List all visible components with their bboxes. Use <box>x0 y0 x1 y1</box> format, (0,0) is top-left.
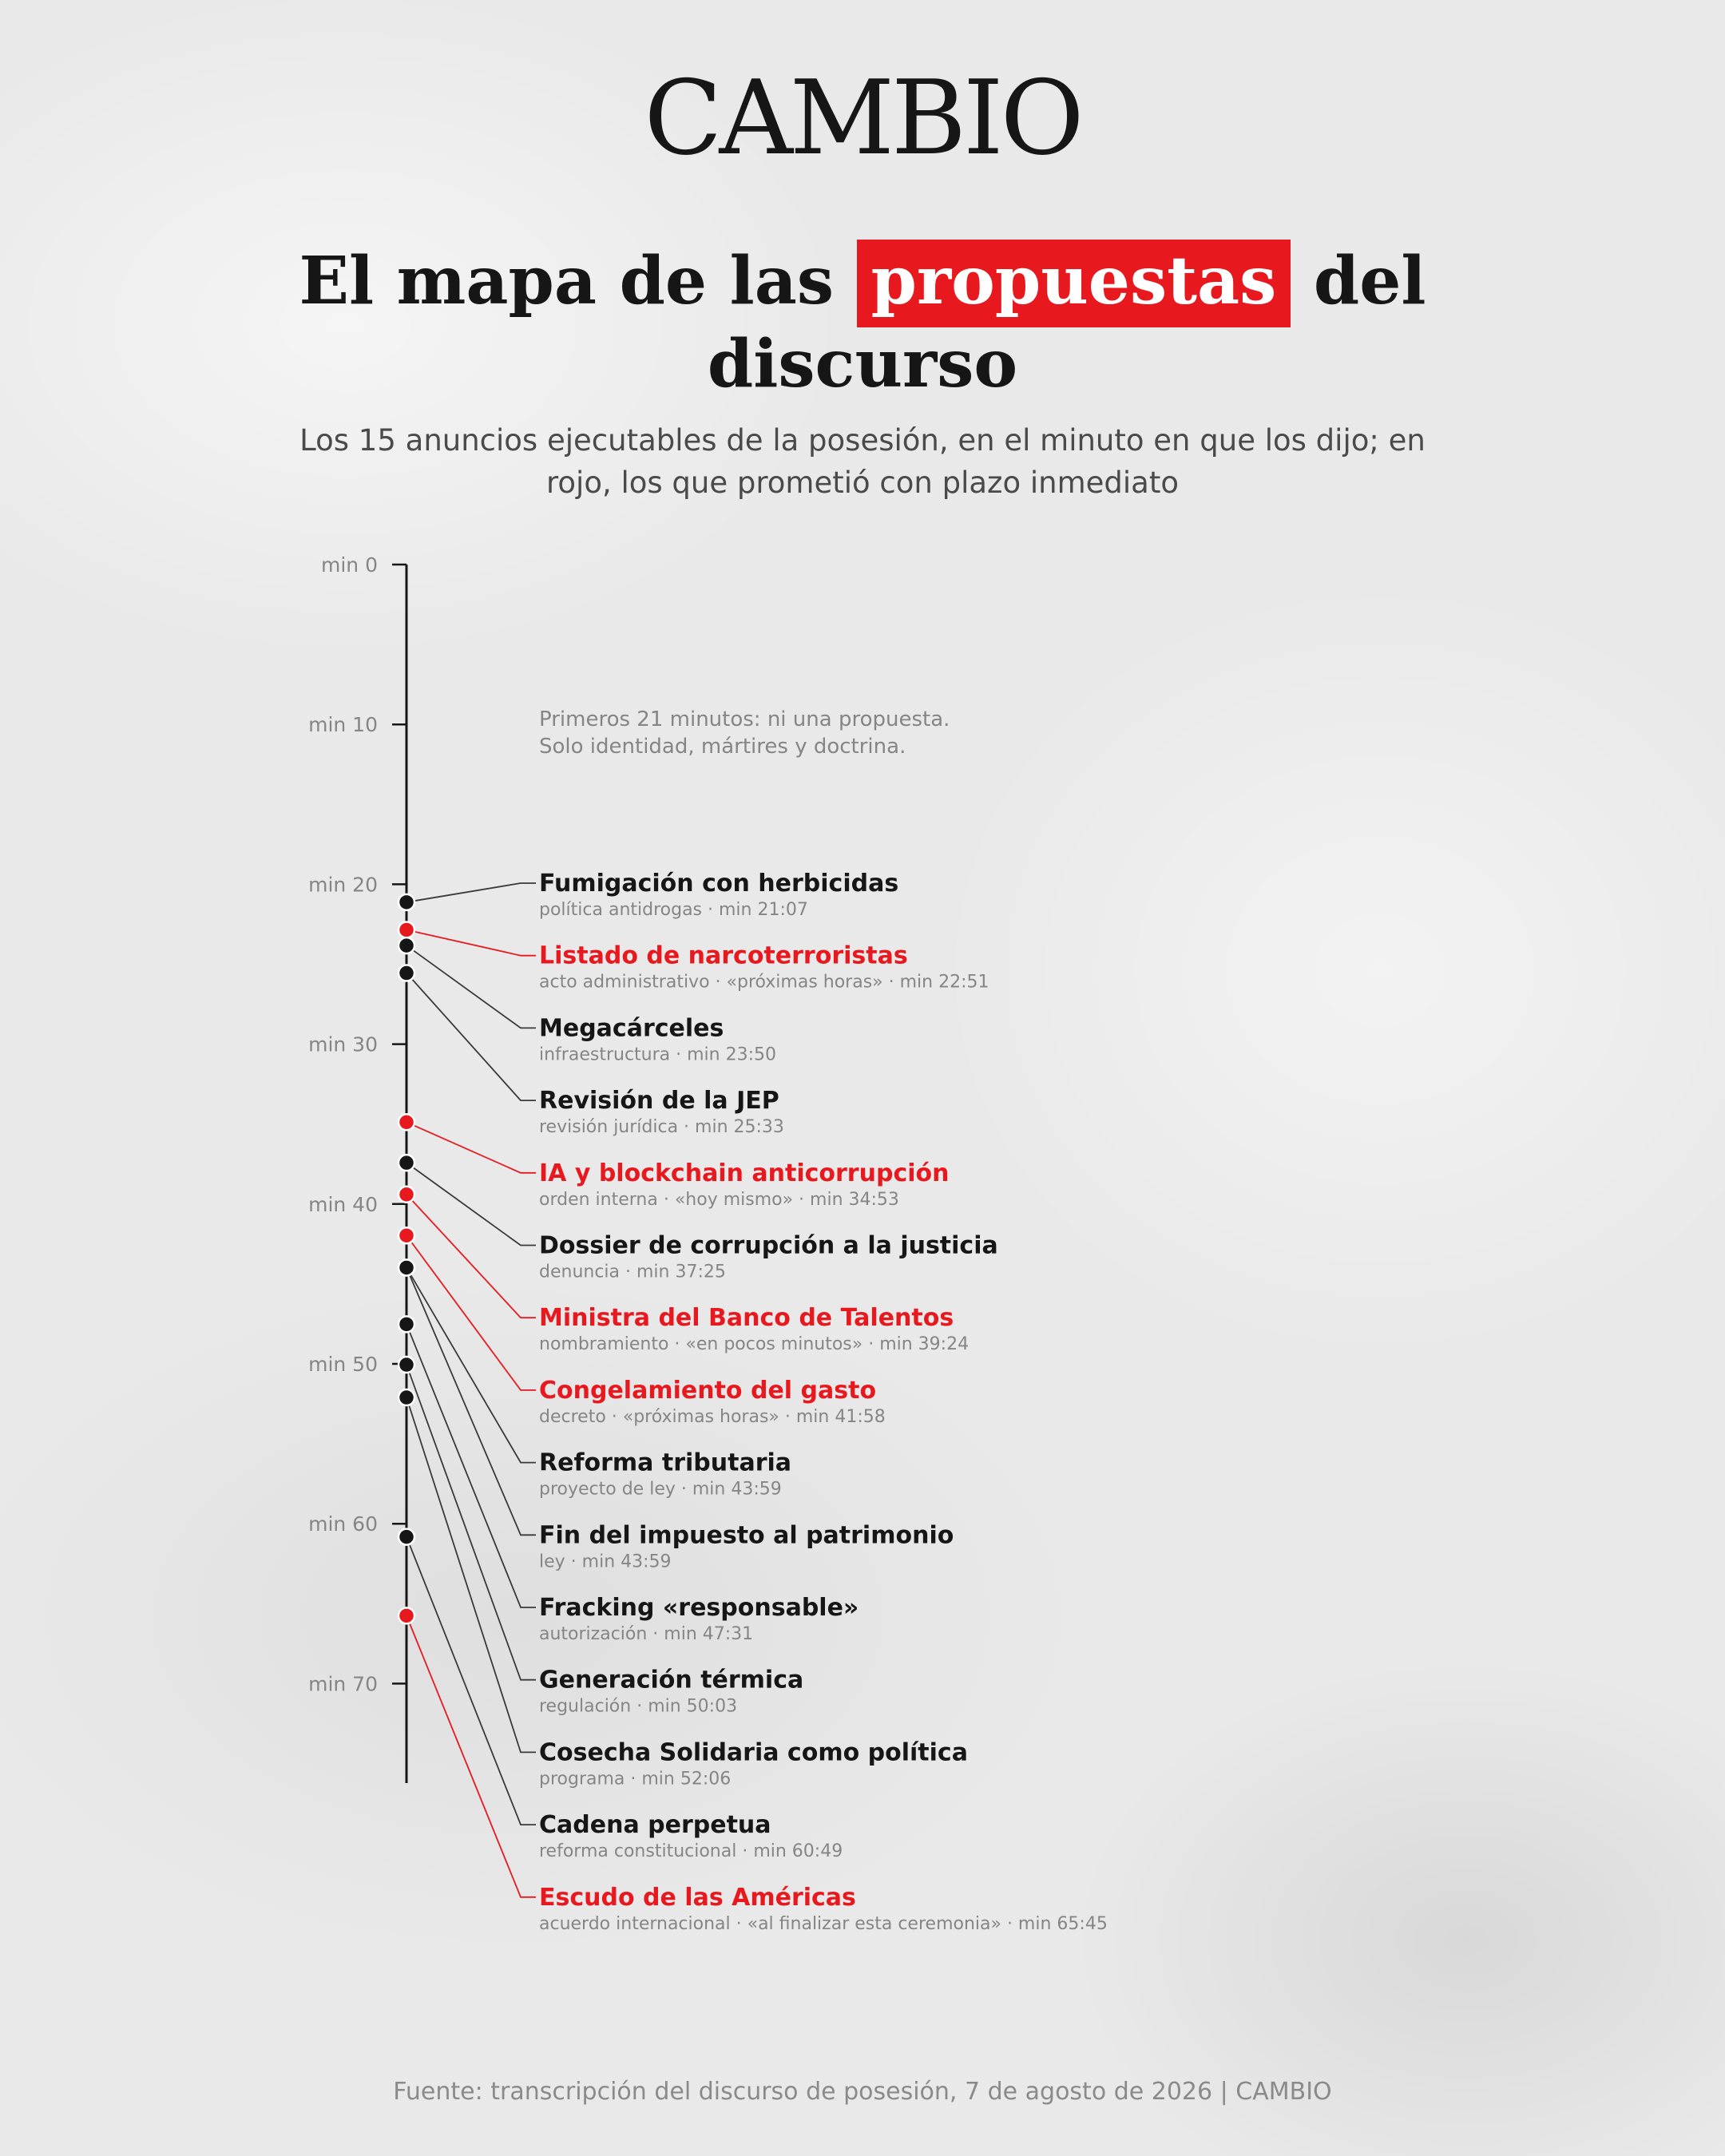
proposal-title: Fumigación con herbicidas <box>539 870 899 898</box>
connector-line <box>406 1324 536 1607</box>
axis-tick-label: min 50 <box>308 1353 378 1376</box>
proposal-title: Megacárceles <box>539 1014 724 1043</box>
proposal-detail: autorización · min 47:31 <box>539 1624 754 1644</box>
proposal-dot <box>399 1187 414 1203</box>
proposal-title: Ministra del Banco de Talentos <box>539 1304 954 1333</box>
proposal-title: Revisión de la JEP <box>539 1087 779 1116</box>
proposal-detail: acuerdo internacional · «al finalizar esta ceremonia» · min 65:45 <box>539 1913 1108 1934</box>
connector-line <box>406 1195 536 1318</box>
proposal-title: Cosecha Solidaria como política <box>539 1738 968 1767</box>
proposal-title: Dossier de corrupción a la justicia <box>539 1231 998 1260</box>
proposal-dot <box>399 1389 414 1405</box>
proposal-detail: decreto · «próximas horas» · min 41:58 <box>539 1406 886 1427</box>
proposal-title: Fin del impuesto al patrimonio <box>539 1521 954 1550</box>
proposal-detail: regulación · min 50:03 <box>539 1696 738 1717</box>
title-highlight: propuestas <box>857 240 1291 327</box>
proposal-dot <box>399 1114 414 1130</box>
proposal-title: Fracking «responsable» <box>539 1594 859 1622</box>
proposal-title: Listado de narcoterroristas <box>539 941 908 970</box>
connector-line <box>406 883 536 902</box>
proposal-dot <box>399 1259 414 1275</box>
proposal-title: IA y blockchain anticorrupción <box>539 1159 950 1187</box>
connector-line <box>406 1122 536 1173</box>
proposal-dot <box>399 965 414 981</box>
connector-line <box>406 1615 536 1896</box>
title-after: del discurso <box>707 243 1426 402</box>
connector-line <box>406 929 536 955</box>
proposal-detail: denuncia · min 37:25 <box>539 1262 726 1282</box>
proposal-detail: acto administrativo · «próximas horas» · min 22:51 <box>539 972 989 993</box>
page-subtitle: Los 15 anuncios ejecutables de la posesión, en el minuto en que los dijo; en rojo, los que prometió con plazo inmediato <box>299 423 1426 500</box>
proposal-dot <box>399 1227 414 1243</box>
proposal-title: Congelamiento del gasto <box>539 1376 877 1405</box>
proposal-title: Generación térmica <box>539 1666 804 1694</box>
proposal-detail: programa · min 52:06 <box>539 1769 732 1789</box>
proposal-detail: infraestructura · min 23:50 <box>539 1044 776 1065</box>
proposal-detail: orden interna · «hoy mismo» · min 34:53 <box>539 1189 899 1210</box>
title-before: El mapa de las <box>299 243 857 319</box>
proposal-title: Reforma tributaria <box>539 1449 792 1477</box>
proposal-dot <box>399 1357 414 1373</box>
proposal-title: Escudo de las Américas <box>539 1883 856 1912</box>
proposal-dot <box>399 1529 414 1545</box>
proposal-dot <box>399 921 414 937</box>
proposal-detail: reforma constitucional · min 60:49 <box>539 1841 843 1862</box>
proposal-dot <box>399 937 414 953</box>
connector-line <box>406 1537 536 1825</box>
axis-tick-label: min 20 <box>308 873 378 897</box>
axis-tick-label: min 30 <box>308 1032 378 1056</box>
connector-line <box>406 1267 536 1462</box>
proposal-dot <box>399 1155 414 1171</box>
connector-line <box>406 945 536 1028</box>
axis-tick-label: min 60 <box>308 1512 378 1536</box>
connector-line <box>406 1365 536 1680</box>
proposal-detail: revisión jurídica · min 25:33 <box>539 1117 784 1138</box>
axis-tick-label: min 10 <box>308 713 378 737</box>
axis-tick-label: min 70 <box>308 1672 378 1696</box>
axis-tick-label: min 40 <box>308 1192 378 1216</box>
proposal-dot <box>399 894 414 910</box>
connector-line <box>406 1163 536 1245</box>
proposal-detail: ley · min 43:59 <box>539 1552 672 1572</box>
proposal-title: Cadena perpetua <box>539 1811 771 1840</box>
brand-logo: CAMBIO <box>644 59 1081 178</box>
proposal-detail: proyecto de ley · min 43:59 <box>539 1479 782 1500</box>
no-proposals-note: Solo identidad, mártires y doctrina. <box>539 735 906 759</box>
proposal-detail: política antidrogas · min 21:07 <box>539 900 808 920</box>
proposal-detail: nombramiento · «en pocos minutos» · min 39:24 <box>539 1334 970 1355</box>
connector-line <box>406 1267 536 1535</box>
axis-tick-label: min 0 <box>321 553 378 577</box>
proposal-dot <box>399 1316 414 1332</box>
source-note: Fuente: transcripción del discurso de posesión, 7 de agosto de 2026 | CAMBIO <box>393 2078 1332 2106</box>
proposal-dot <box>399 1607 414 1623</box>
no-proposals-note: Primeros 21 minutos: ni una propuesta. <box>539 707 950 731</box>
